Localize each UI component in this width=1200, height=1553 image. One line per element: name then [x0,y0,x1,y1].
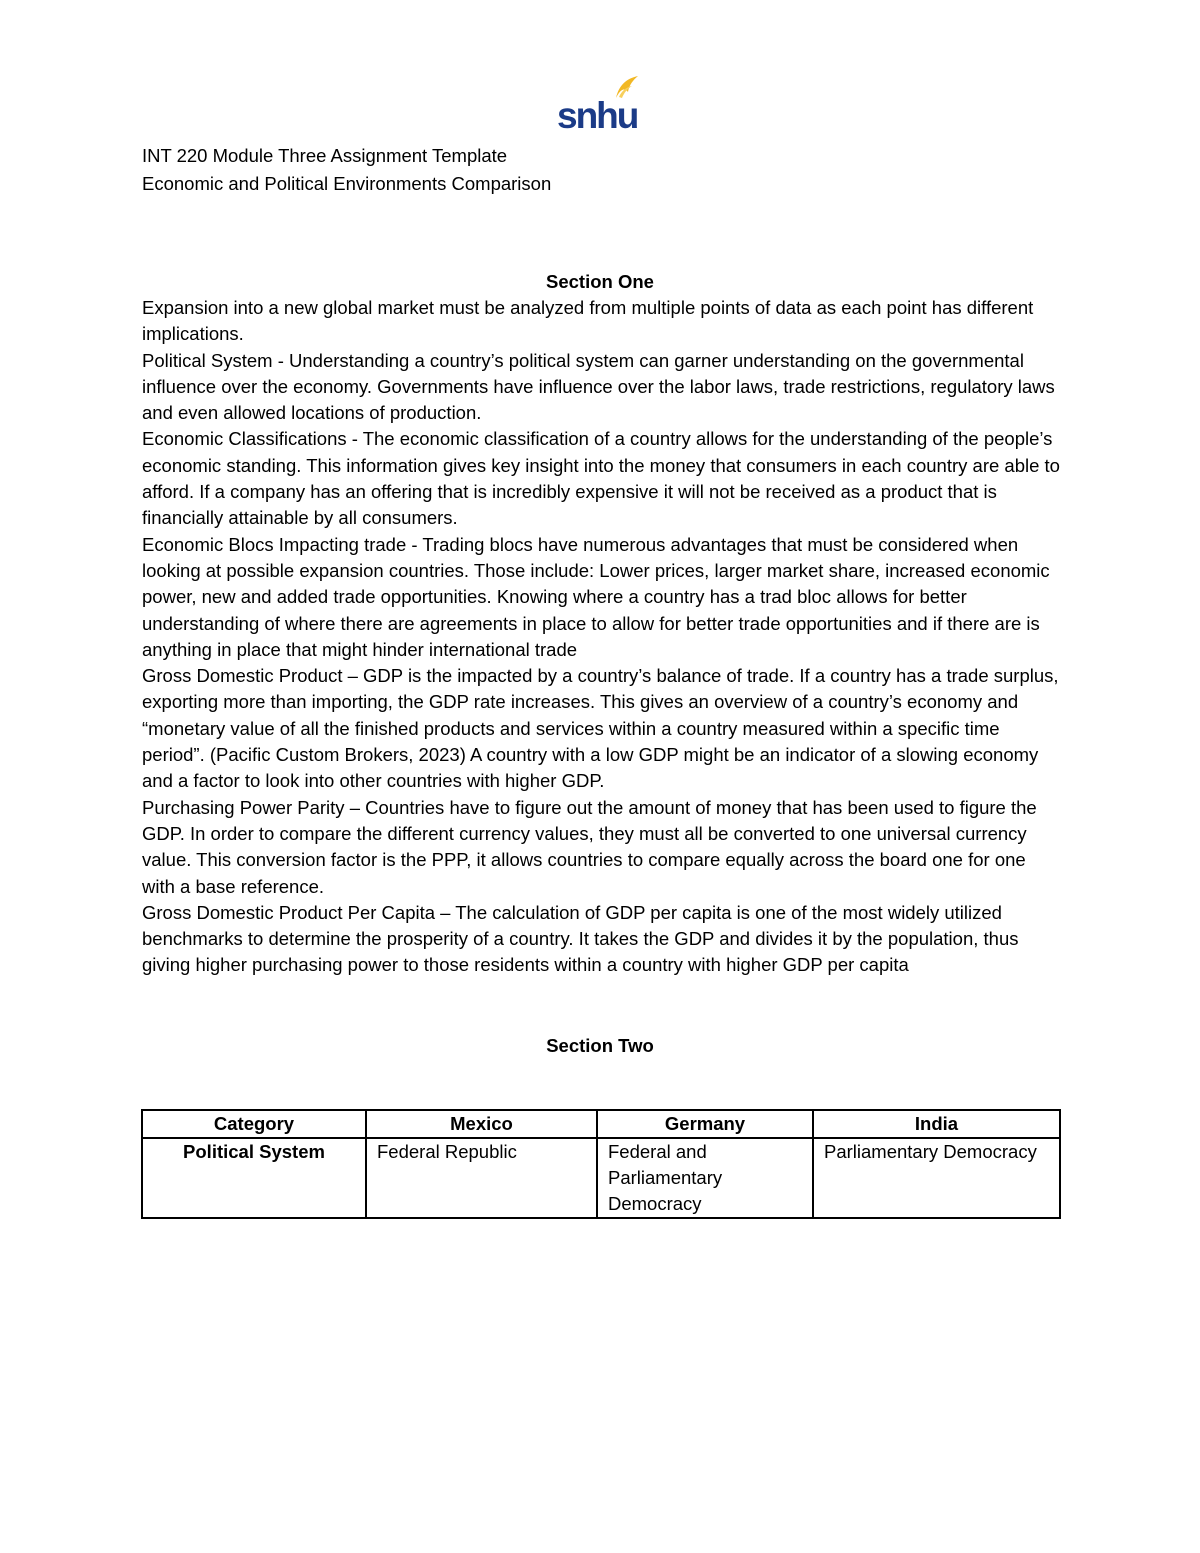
comparison-table [141,1109,1061,1219]
section-two-title: Section Two [546,1035,654,1056]
section-one-body [142,295,1062,979]
header-mexico: Mexico [366,1110,597,1138]
course-title: INT 220 Module Three Assignment Template [142,145,508,166]
cell-category: Political System [142,1138,366,1218]
paragraph-ppp: Purchasing Power Parity – Countries have to figure out the amount of money that has been used to figure the GDP. In order to compare the different currency values, they must all be converted to one universal currency value. This conversion factor is the PPP, it allows countries to compare equally across the board one for one with a base reference. [142,796,1037,897]
paragraph-economic-classifications: Economic Classifications - The economic classification of a country allows for the understanding of the people’s economic standing. This information gives key insight into the money that consumers in each country are able to afford. If a company has an offering that is incredibly expensive it will not be received as a product that is financially attainable by all consumers. [142,428,1060,529]
logo-wordmark: snhu [557,95,638,134]
header-india: India [813,1110,1060,1138]
cell-mexico: Federal Republic [366,1138,597,1218]
section-one-title: Section One [546,271,654,292]
paragraph-political-system: Political System - Understanding a country’s political system can garner understanding on the governmental influence over the economy. Governments have influence over the labor laws, trade restrictions, regulatory laws and even allowed locations of production. [142,349,1055,424]
paragraph-economic-blocs: Economic Blocs Impacting trade - Trading blocs have numerous advantages that must be considered when looking at possible expansion countries. Those include: Lower prices, larger market share, increased economic power, new and added trade opportunities. Knowing where a country has a trad bloc allows for better understanding of where there are agreements in place to allow for better trade opportunities and if there are is anything in place that might hinder international trade [142,533,1050,660]
paragraph-gdp-per-capita: Gross Domestic Product Per Capita – The calculation of GDP per capita is one of the most widely utilized benchmarks to determine the prosperity of a country. It takes the GDP and divides it by the population, thus giving higher purchasing power to those residents within a country with higher GDP per capita [142,901,1019,976]
assignment-subtitle: Economic and Political Environments Comparison [142,173,552,194]
cell-germany: Federal and Parliamentary Democracy [597,1138,813,1218]
header-germany: Germany [597,1110,813,1138]
header-category: Category [142,1110,366,1138]
table-row [142,1138,1060,1218]
cell-india: Parliamentary Democracy [813,1138,1060,1218]
paragraph-intro: Expansion into a new global market must be analyzed from multiple points of data as each point has different implications. [142,297,1034,345]
document-header [142,142,1062,198]
table-header-row [142,1110,1060,1138]
paragraph-gdp: Gross Domestic Product – GDP is the impacted by a country’s balance of trade. If a country has a trade surplus, exporting more than importing, the GDP rate increases. This gives an overview of a country’s economy and “monetary value of all the finished products and services within a country measured within a specific time period”. (Pacific Custom Brokers, 2023) A country with a low GDP might be an indicator of a slowing economy and a factor to look into other countries with higher GDP. [142,665,1059,792]
snhu-logo [556,72,640,134]
